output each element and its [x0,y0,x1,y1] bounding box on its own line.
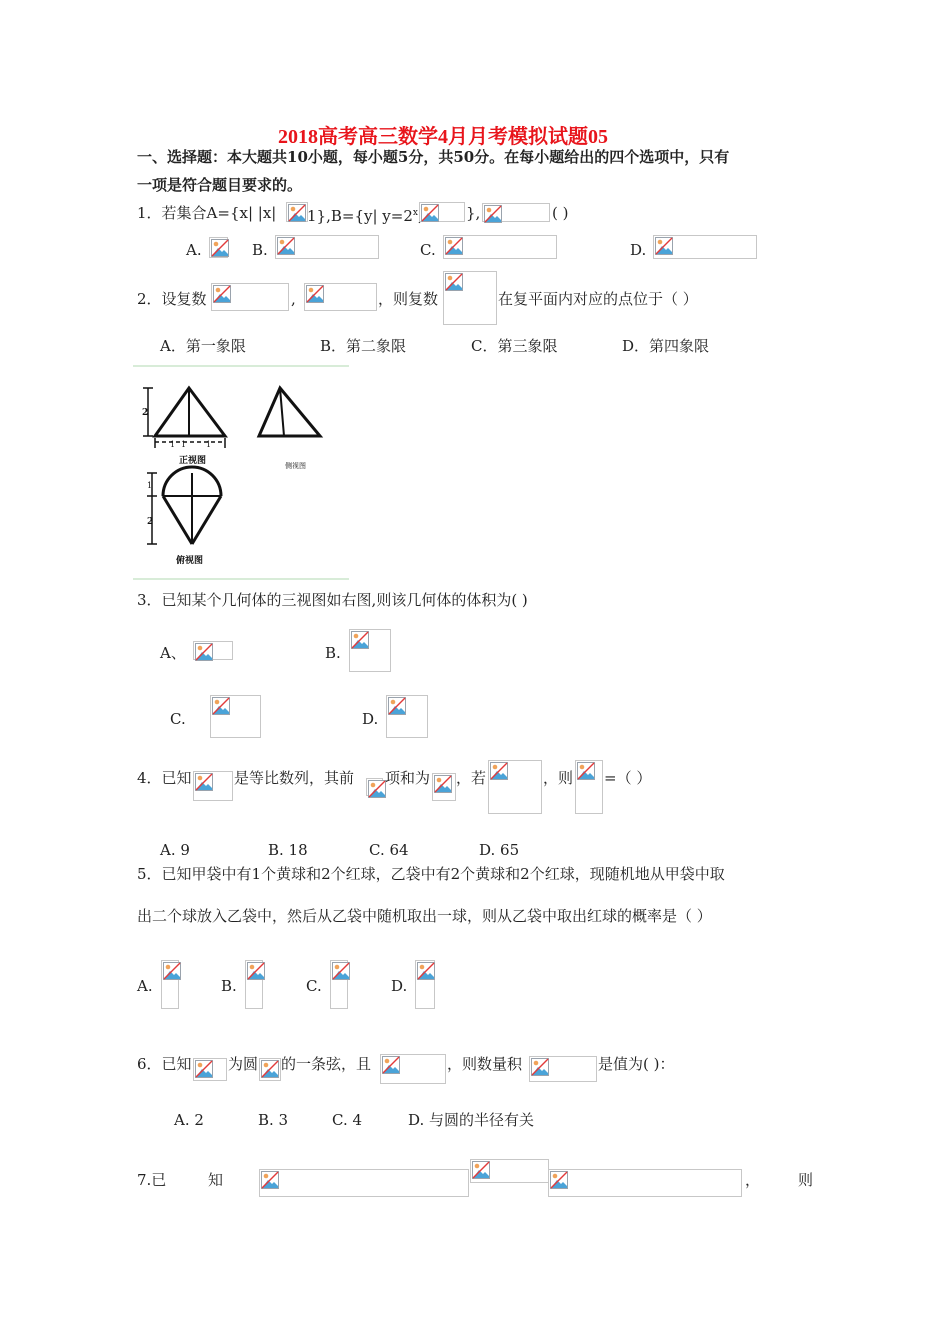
q1-text-pre: 1．若集合A={x| |x| [137,204,277,222]
broken-image-icon [445,237,463,255]
q4-option-b: B. 18 [268,841,308,859]
broken-image-icon [484,205,502,223]
broken-image-icon [490,762,508,780]
q2-formula-image [443,271,497,325]
q5-option-a-image [161,960,179,1009]
q4-option-c: C. 64 [369,841,409,859]
q6-formula-image [193,1058,227,1081]
section-header-line1: 一、选择题：本大题共10小题，每小题5分，共50分。在每小题给出的四个选项中，只有 [137,148,730,166]
q3-option-b-image [349,629,391,672]
q1-option-c-image [443,235,557,259]
q6-text-post: 是值为( )： [598,1055,675,1073]
broken-image-icon [434,775,452,793]
dim-label: 1 [181,440,187,449]
q3-option-b-label: B. [325,644,341,662]
broken-image-icon [211,239,229,257]
q3-option-d-image [386,695,428,738]
front-view [155,388,225,436]
q5-option-d-label: D. [391,977,408,995]
dim-label: 2 [142,408,149,418]
broken-image-icon [261,1171,279,1189]
broken-image-icon [195,1060,213,1078]
q2-option-c: C．第三象限 [471,337,558,355]
broken-image-icon [531,1058,549,1076]
broken-image-icon [195,773,213,791]
dim-label: 1 [170,440,176,449]
q4-option-d: D. 65 [479,841,520,859]
q5-option-c-label: C. [306,977,322,995]
q1-text-post: }, [466,204,481,222]
section-header-line2: 一项是符合题目要求的。 [137,176,303,194]
q4-text-post: =（ ） [604,769,652,787]
q4-text-mid2: 项和为 [385,769,431,787]
broken-image-icon [212,697,230,715]
q1-option-b-label: B. [252,241,268,259]
broken-image-icon [213,285,231,303]
q5-option-b-image [245,960,263,1009]
page-title: 2018高考高三数学4月月考模拟试题05 [278,126,608,148]
q5-stem-line2: 出二个球放入乙袋中，然后从乙袋中随机取出一球，则从乙袋中取出红球的概率是（ ） [137,907,712,925]
q6-formula-image [529,1056,597,1082]
q6-option-d: D. 与圆的半径有关 [408,1111,535,1129]
broken-image-icon [445,273,463,291]
q4-text-mid1: 是等比数列，其前 [234,769,355,787]
q7-text-d: 则 [798,1171,814,1189]
q7-formula-image [548,1169,742,1197]
q4-formula-image [193,771,233,801]
q4-formula-image [366,778,383,796]
q4-text-mid4: ，则 [543,769,574,787]
q6-text-mid2: 的一条弦，且 [281,1055,372,1073]
q3-option-d-label: D. [362,710,379,728]
figure-top-divider [133,365,349,367]
q6-text-pre: 6．已知 [137,1055,192,1073]
q3-option-a-label: A、 [160,644,186,662]
q4-text-mid3: ，若 [456,769,487,787]
three-view-drawing [133,370,353,570]
q6-option-a: A. 2 [174,1111,204,1129]
broken-image-icon [351,631,369,649]
front-view-label: 正视图 [179,456,207,466]
q1-paren: ( ) [552,204,569,222]
q7-text-b: 知 [208,1171,224,1189]
q3-stem: 3．已知某个几何体的三视图如右图,则该几何体的体积为( ) [137,591,528,609]
broken-image-icon [195,643,213,661]
q5-stem-line1: 5．已知甲袋中有1个黄球和2个红球，乙袋中有2个黄球和2个红球，现随机地从甲袋中取 [137,865,725,883]
broken-image-icon [288,204,306,222]
broken-image-icon [247,962,265,980]
q6-formula-image [380,1054,446,1084]
q7-text-a: 7.已 [137,1171,167,1189]
q1-option-b-image [275,235,379,259]
q1-option-c-label: C. [420,241,436,259]
q2-formula-image [304,283,377,311]
q2-option-d: D．第四象限 [622,337,710,355]
q4-formula-image [488,760,542,814]
q1-exponent: x [412,208,418,218]
q3-option-a-image [193,641,233,660]
broken-image-icon [306,285,324,303]
broken-image-icon [388,697,406,715]
q4-formula-image [575,760,603,814]
broken-image-icon [277,237,295,255]
broken-image-icon [332,962,350,980]
q3-option-c-image [210,695,261,738]
q7-formula-image [470,1159,549,1183]
q6-formula-image [259,1058,281,1081]
q5-option-b-label: B. [221,977,237,995]
q2-text-then: ，则复数 [378,290,439,308]
side-view [259,388,320,436]
q4-option-a: A. 9 [160,841,190,859]
q1-formula-image [482,203,550,222]
broken-image-icon [417,962,435,980]
q6-text-mid3: ，则数量积 [447,1055,523,1073]
broken-image-icon [421,204,439,222]
figure-bottom-divider [133,578,349,580]
broken-image-icon [472,1161,490,1179]
q1-formula-image [286,202,308,222]
q7-text-c: ， [745,1171,761,1189]
broken-image-icon [655,237,673,255]
dim-label: 1 [147,481,153,490]
q2-option-b: B．第二象限 [320,337,407,355]
q1-option-a-label: A. [186,241,202,259]
q2-text-pre: 2．设复数 [137,290,207,308]
q2-text-comma: , [291,290,296,308]
broken-image-icon [577,762,595,780]
broken-image-icon [261,1060,279,1078]
q5-option-d-image [415,960,435,1009]
q1-option-d-label: D. [630,241,647,259]
top-view-label: 俯视图 [176,556,204,566]
q5-option-c-image [330,960,348,1009]
q7-formula-image [259,1169,469,1197]
q3-option-c-label: C. [170,710,186,728]
q1-formula-image [419,202,465,222]
q4-text-pre: 4．已知 [137,769,192,787]
broken-image-icon [368,780,386,798]
broken-image-icon [550,1171,568,1189]
broken-image-icon [163,962,181,980]
q6-option-b: B. 3 [258,1111,289,1129]
q2-text-post: 在复平面内对应的点位于（ ） [498,290,698,308]
top-view [163,467,221,544]
q5-option-a-label: A. [137,977,153,995]
dim-label: 1 [206,440,212,449]
q4-formula-image [432,773,456,801]
dim-label: 2 [147,517,154,527]
q1-option-a-image [209,237,228,258]
q2-formula-image [211,283,289,311]
side-view-label: 侧视图 [285,462,306,470]
q2-option-a: A．第一象限 [160,337,246,355]
q1-text-mid1: 1},B={y| $y=2^x$ [307,207,418,225]
broken-image-icon [382,1056,400,1074]
q6-option-c: C. 4 [332,1111,363,1129]
q6-text-mid1: 为圆 [228,1055,259,1073]
q1-option-d-image [653,235,757,259]
